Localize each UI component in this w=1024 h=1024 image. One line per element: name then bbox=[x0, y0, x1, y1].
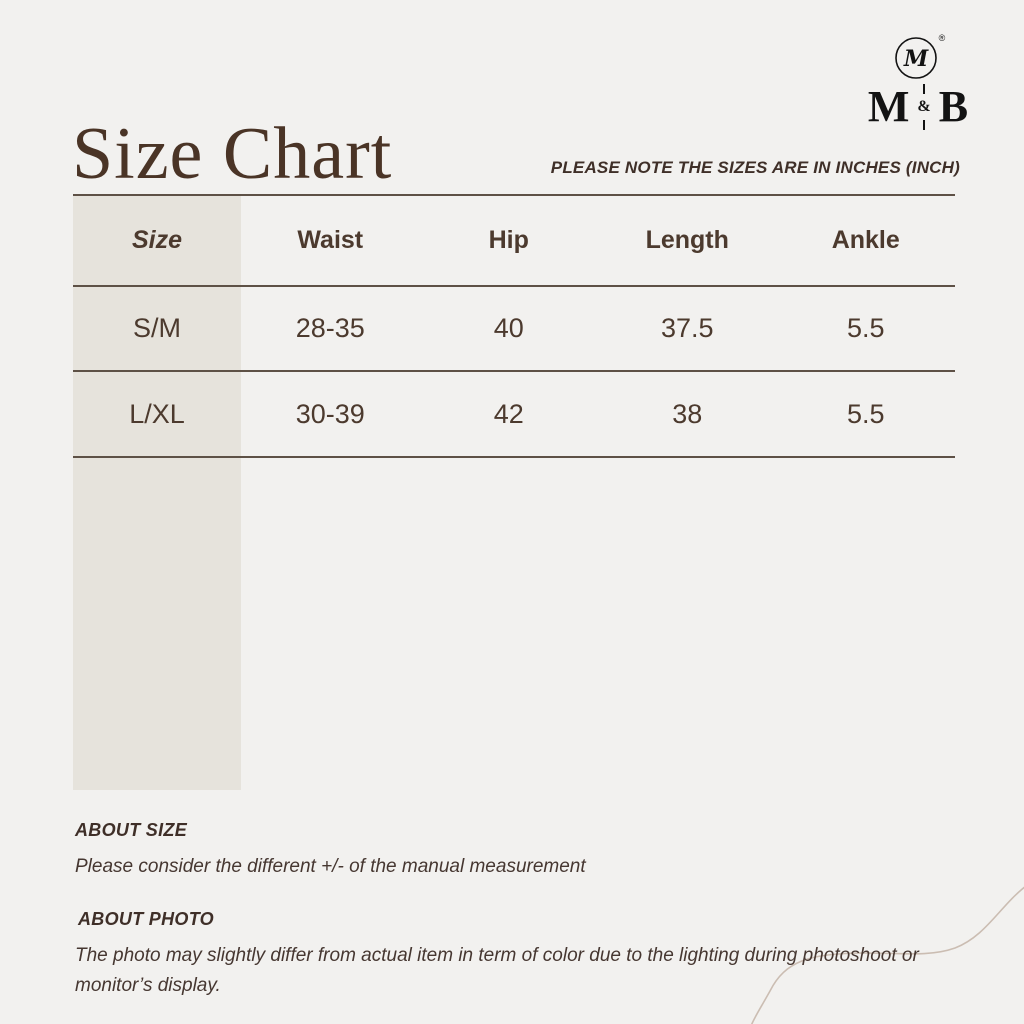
brand-wordmark bbox=[868, 84, 968, 130]
svg-text:M: M bbox=[903, 46, 929, 72]
divider-dash-bottom bbox=[923, 120, 925, 130]
brand-ampersand-divider bbox=[917, 84, 930, 130]
table-header-row bbox=[73, 196, 955, 287]
registered-mark: ® bbox=[938, 33, 946, 43]
cell-hip: 40 bbox=[493, 313, 524, 343]
brand-monogram-icon bbox=[886, 30, 950, 82]
cell-ankle: 5.5 bbox=[846, 398, 885, 429]
brand-logo bbox=[854, 30, 982, 130]
table-row bbox=[73, 372, 955, 458]
column-header-length: Length bbox=[645, 226, 729, 254]
about-photo-heading: ABOUT PHOTO bbox=[78, 909, 214, 929]
cell-hip: 42 bbox=[493, 398, 524, 429]
cell-size: L/XL bbox=[129, 398, 185, 429]
brand-letter-left: M bbox=[867, 82, 910, 131]
about-photo-body: The photo may slightly differ from actual item in term of color due to the lighting during photoshoot or monitor’s display. bbox=[75, 945, 919, 997]
cell-waist: 30-39 bbox=[295, 398, 365, 429]
cell-ankle: 5.5 bbox=[846, 313, 885, 343]
cell-waist: 28-35 bbox=[295, 313, 365, 343]
units-note: PLEASE NOTE THE SIZES ARE IN INCHES (INCH) bbox=[550, 158, 960, 177]
cell-length: 38 bbox=[672, 398, 703, 429]
table-empty-tail bbox=[73, 458, 955, 790]
brand-ampersand: & bbox=[917, 98, 931, 115]
column-header-hip: Hip bbox=[488, 226, 529, 254]
cell-size: S/M bbox=[132, 313, 181, 343]
about-size-body: Please consider the different +/- of the manual measurement bbox=[75, 856, 586, 877]
cell-length: 37.5 bbox=[660, 313, 714, 343]
table-row bbox=[73, 287, 955, 372]
about-size-heading: ABOUT SIZE bbox=[75, 820, 188, 840]
page-title: Size Chart bbox=[72, 112, 393, 195]
column-header-ankle: Ankle bbox=[831, 226, 900, 254]
brand-letter-right: B bbox=[938, 82, 969, 131]
column-header-waist: Waist bbox=[297, 226, 364, 254]
size-table bbox=[73, 194, 955, 790]
divider-dash-top bbox=[923, 84, 925, 94]
column-header-size: Size bbox=[131, 226, 183, 254]
